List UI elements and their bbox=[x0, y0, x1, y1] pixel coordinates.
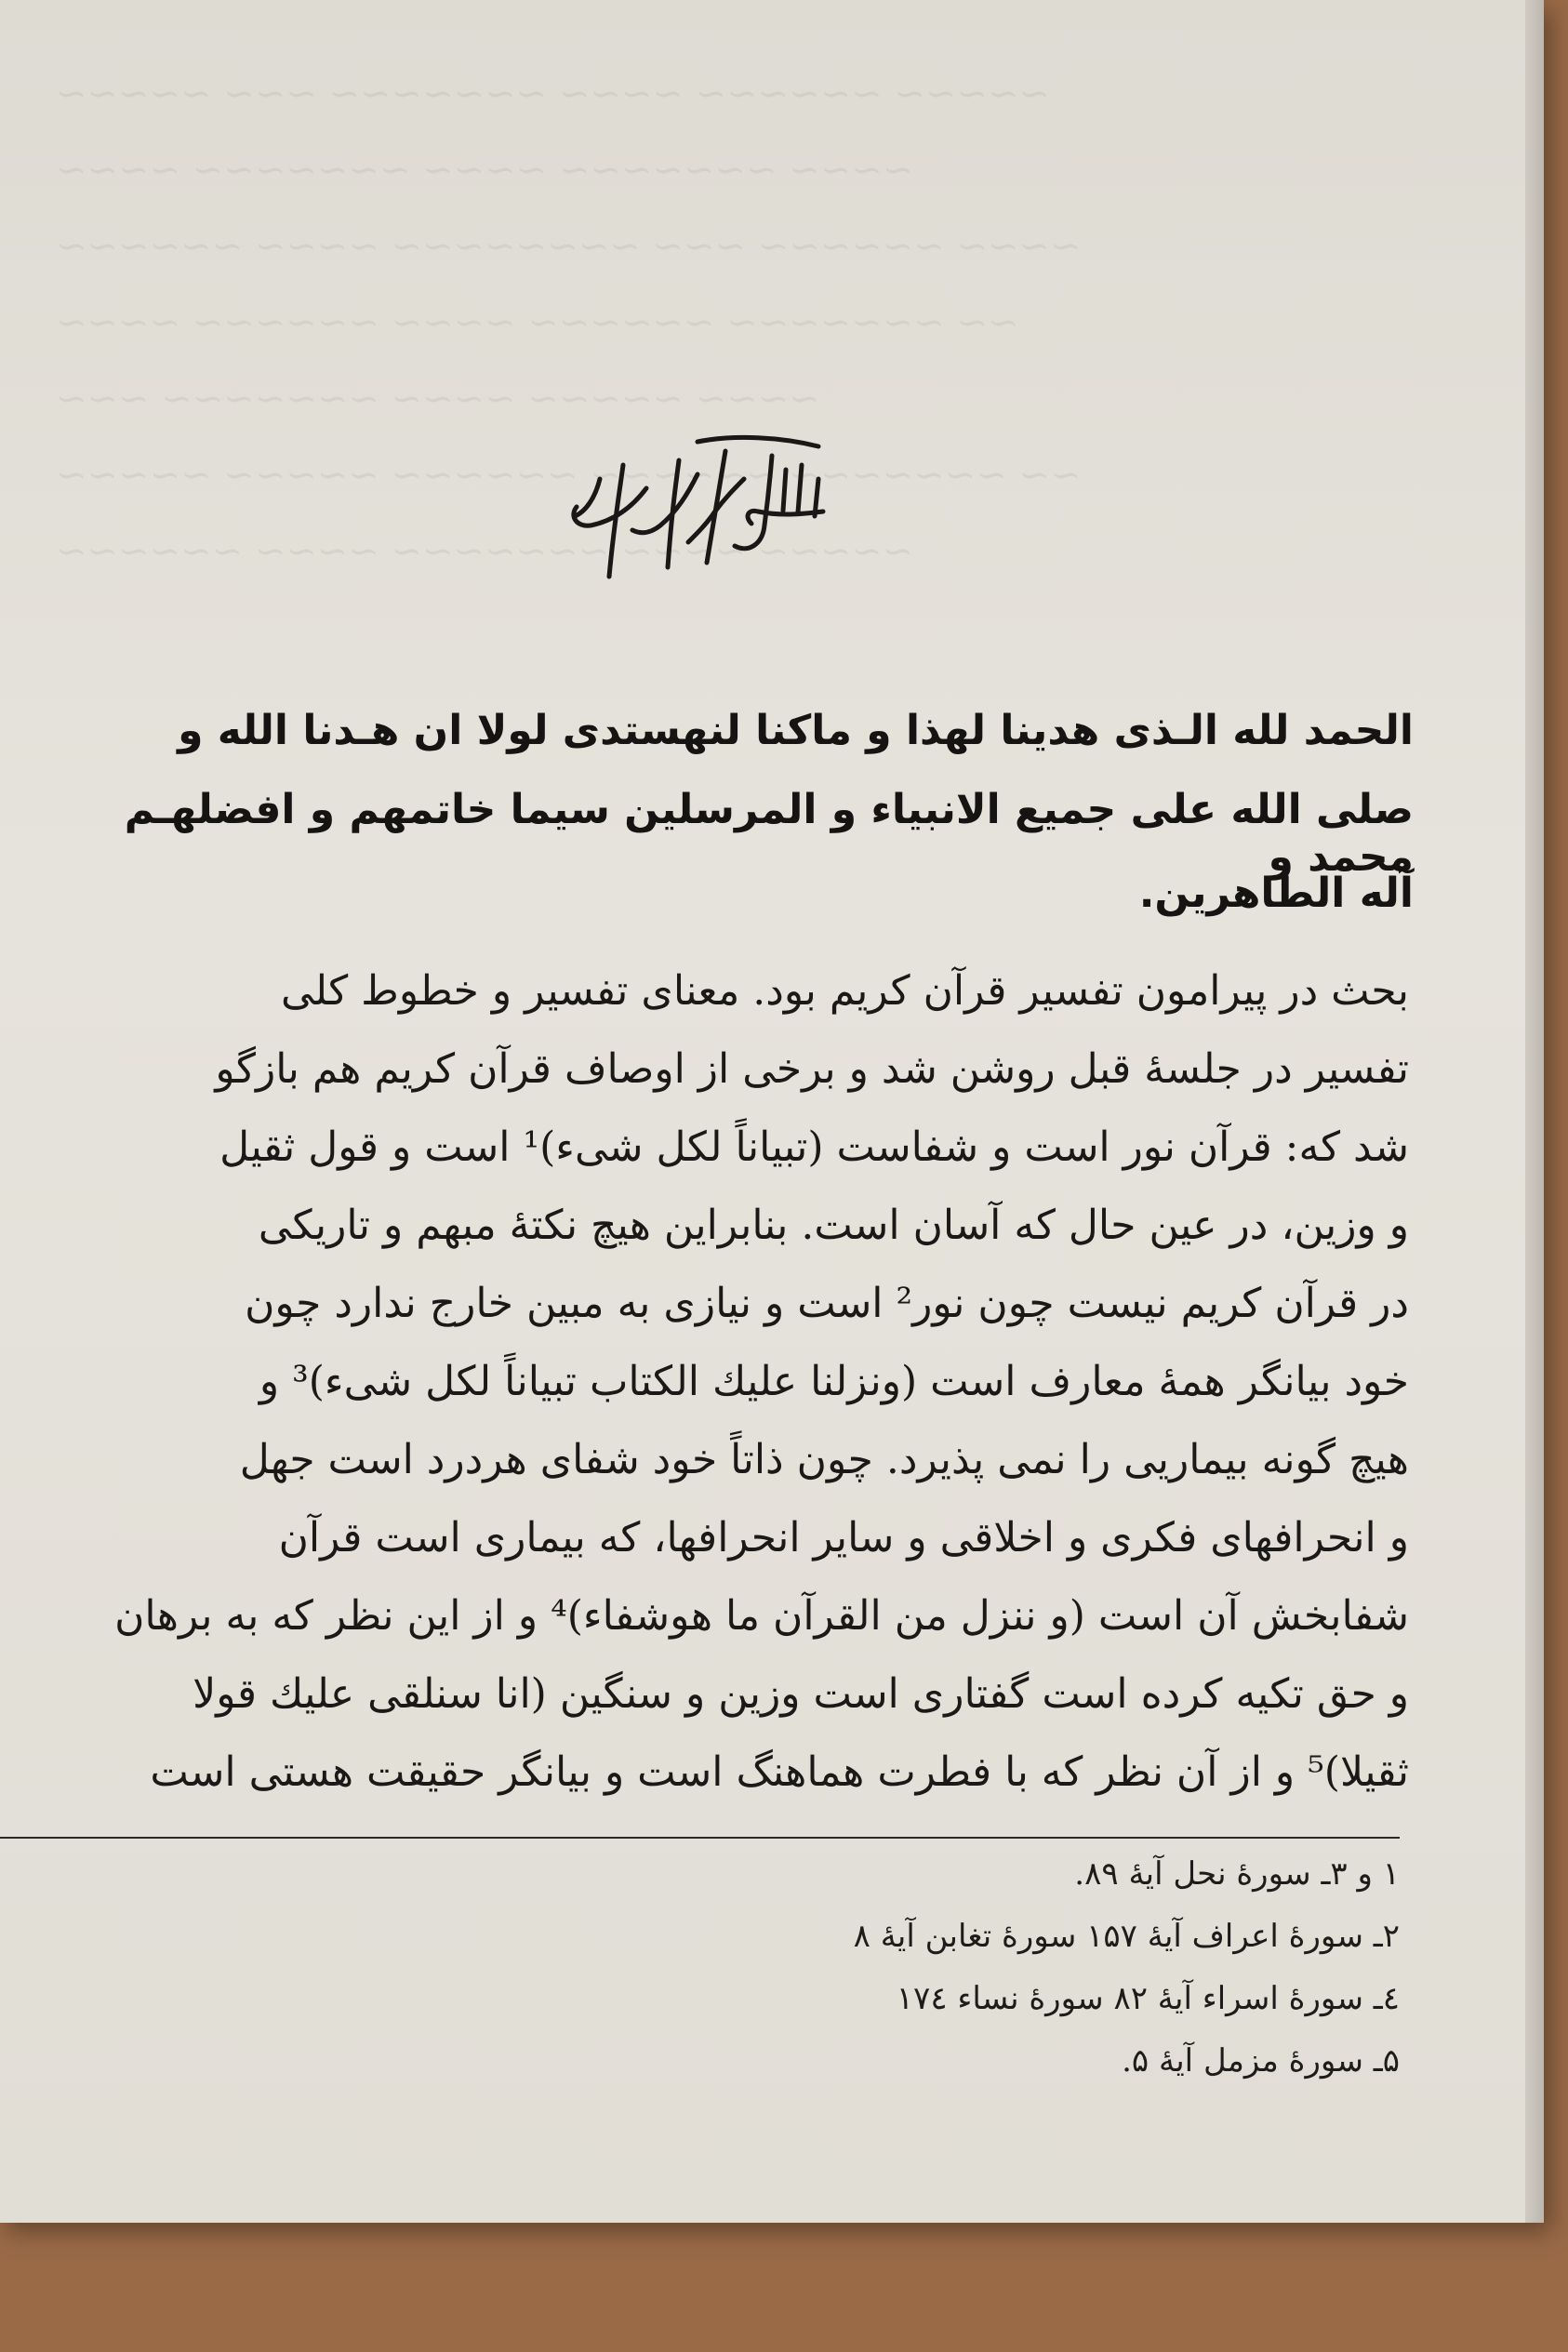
intro-line-2: صلی الله علی جمیع الانبیاء و المرسلین سیما خاتمهم و افضلهـم محمد و bbox=[124, 786, 1414, 881]
body-line-3: شد که: قرآن نور است و شفاست (تبیاناً لکل شیء)¹ است و قول ثقیل bbox=[219, 1123, 1409, 1171]
footnote-2: ۲ـ سورهٔ اعراف آیهٔ ۱۵۷ سورهٔ تغابن آیهٔ ۸ bbox=[853, 1918, 1400, 1955]
footnote-separator bbox=[0, 1837, 1400, 1839]
intro-line-3: آله الطاهرین. bbox=[1138, 870, 1414, 917]
body-line-8: و انحرافهای فکری و اخلاقی و سایر انحرافها، که بیماری است قرآن bbox=[278, 1514, 1409, 1561]
footnote-1: ۱ و ۳ـ سورهٔ نحل آیهٔ ۸۹. bbox=[1074, 1855, 1400, 1893]
footnote-3: ٤ـ سورهٔ اسراء آیهٔ ۸۲ سورهٔ نساء ۱۷٤ bbox=[896, 1980, 1400, 2017]
body-line-4: و وزین، در عین حال که آسان است. بنابراین هیچ نکتهٔ مبهم و تاریکی bbox=[258, 1202, 1409, 1249]
body-line-9: شفابخش آن است (و ننزل من القرآن ما هوشفاء)⁴ و از این نظر که به برهان bbox=[114, 1592, 1409, 1640]
footnote-4: ۵ـ سورهٔ مزمل آیهٔ ۵. bbox=[1122, 2042, 1400, 2080]
page-edge bbox=[1525, 0, 1544, 2223]
basmala-calligraphy bbox=[558, 423, 837, 591]
body-line-10: و حق تکیه کرده است گفتاری است وزین و سنگین (انا سنلقی علیك قولا bbox=[193, 1670, 1409, 1718]
reverse-side-bleed-through: ~~~~~ ~~~ ~~~~~~~ ~~~~ ~~~~~~ ~~~~~ ~~~~ ~~~~~~~ ~~~~ ~~~~~~~ ~~~~ ~~~~~~ ~~~~ ~~~~~~~~ ~~~ ~~~~~~ ~~~~ ~~~~ ~~~~~~ ~~~~ ~~~~~~ ~~~~~~~ ~~ ~~~ ~~~~~~~ ~~~~ ~~~~~ ~~~~ ~~~~~ ~~~~~ ~~~~~~ ~~~~~~ ~~~~~~~ ~~ ~~~~~~ ~~~~ ~~~~~~~ ~~~~ ~~~~~ bbox=[56, 73, 1082, 573]
body-line-2: تفسیر در جلسهٔ قبل روشن شد و برخی از اوصاف قرآن کریم هم بازگو bbox=[215, 1045, 1409, 1093]
body-line-5: در قرآن کریم نیست چون نور² است و نیازی به مبین خارج ندارد چون bbox=[245, 1280, 1409, 1327]
body-line-11: ثقیلا)⁵ و از آن نظر که با فطرت هماهنگ است و بیانگر حقیقت هستی است bbox=[150, 1748, 1409, 1796]
body-line-1: بحث در پیرامون تفسیر قرآن کریم بود. معنای تفسیر و خطوط کلی bbox=[280, 967, 1409, 1015]
body-line-6: خود بیانگر همهٔ معارف است (ونزلنا علیك الکتاب تبیاناً لکل شیء)³ و bbox=[259, 1358, 1409, 1405]
body-line-7: هیچ گونه بیماریی را نمی پذیرد. چون ذاتاً خود شفای هردرد است جهل bbox=[239, 1436, 1409, 1483]
intro-line-1: الحمد لله الـذی هدینا لهذا و ماکنا لنهستدی لولا ان هـدنا الله و bbox=[178, 707, 1414, 754]
basmala-calligraphy-graphic bbox=[558, 423, 837, 591]
